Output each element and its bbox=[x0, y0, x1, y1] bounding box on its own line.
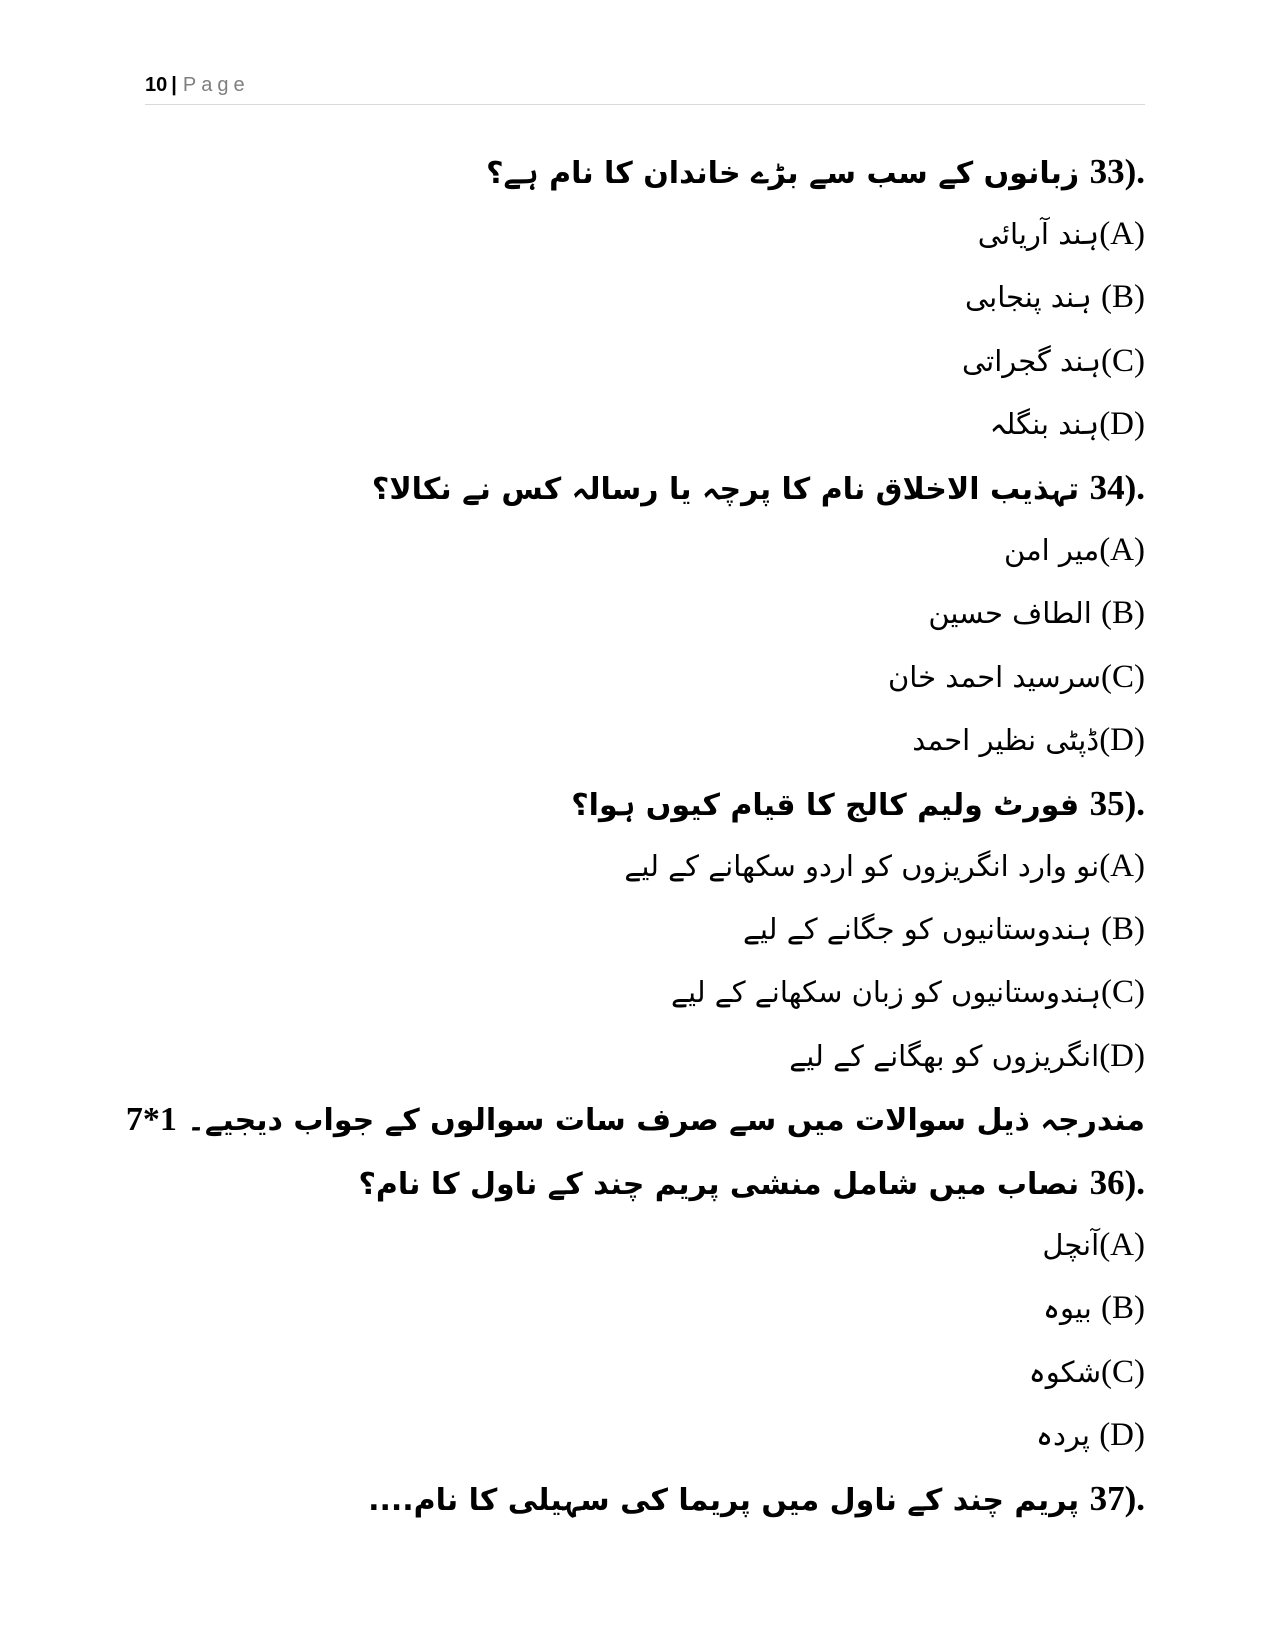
question-number: 35). bbox=[1089, 783, 1145, 823]
option-text: ہندوستانیوں کو جگانے کے لیے bbox=[742, 912, 1092, 947]
question-33 bbox=[125, 140, 1145, 203]
page-number: 10 bbox=[145, 74, 168, 96]
option-text: شکوہ bbox=[1028, 1354, 1101, 1389]
option-letter: (B) bbox=[1101, 279, 1145, 316]
instruction-text: مندرجہ ذیل سوالات میں سے صرف سات سوالوں کے جواب دیجیے۔ bbox=[187, 1102, 1145, 1138]
option-c bbox=[125, 330, 1145, 393]
option-letter: (A) bbox=[1099, 1227, 1145, 1264]
option-a bbox=[125, 519, 1145, 582]
option-b bbox=[125, 898, 1145, 961]
option-letter: (D) bbox=[1099, 721, 1145, 758]
option-letter: (C) bbox=[1101, 342, 1145, 379]
option-a bbox=[125, 835, 1145, 898]
option-text: پردہ bbox=[1035, 1417, 1090, 1452]
question-37 bbox=[125, 1467, 1145, 1530]
option-text: ڈپٹی نظیر احمد bbox=[912, 722, 1100, 757]
option-letter: (B) bbox=[1101, 1290, 1145, 1327]
option-d bbox=[125, 393, 1145, 456]
option-letter: (A) bbox=[1099, 532, 1145, 569]
option-text: ہند بنگلہ bbox=[989, 406, 1100, 441]
option-letter: (D) bbox=[1099, 405, 1145, 442]
question-text: فورٹ ولیم کالج کا قیام کیوں ہوا؟ bbox=[571, 787, 1080, 823]
page-header bbox=[145, 74, 1145, 105]
option-text: ہندوستانیوں کو زبان سکھانے کے لیے bbox=[670, 975, 1101, 1010]
option-letter: (C) bbox=[1101, 1353, 1145, 1390]
option-d bbox=[125, 709, 1145, 772]
option-text: ہند پنجابی bbox=[964, 280, 1092, 315]
option-a bbox=[125, 203, 1145, 266]
option-c bbox=[125, 1341, 1145, 1404]
page-label: Page bbox=[182, 74, 250, 96]
option-a bbox=[125, 1214, 1145, 1277]
option-d bbox=[125, 1404, 1145, 1467]
option-text: ہند آریائی bbox=[977, 217, 1100, 252]
option-d bbox=[125, 1025, 1145, 1088]
question-36 bbox=[125, 1151, 1145, 1214]
option-text: الطاف حسین bbox=[928, 596, 1092, 631]
option-letter: (D) bbox=[1099, 1037, 1145, 1074]
option-c bbox=[125, 961, 1145, 1024]
question-35 bbox=[125, 772, 1145, 835]
section-instruction bbox=[125, 1088, 1145, 1151]
option-text: انگریزوں کو بھگانے کے لیے bbox=[789, 1038, 1100, 1073]
option-b bbox=[125, 266, 1145, 329]
option-letter: (C) bbox=[1101, 658, 1145, 695]
question-number: 36). bbox=[1089, 1163, 1145, 1202]
header-separator: | bbox=[171, 74, 177, 96]
option-b bbox=[125, 582, 1145, 645]
option-letter: (C) bbox=[1101, 974, 1145, 1011]
question-list bbox=[125, 140, 1145, 1530]
question-number: 37). bbox=[1089, 1478, 1145, 1518]
question-number: 34). bbox=[1089, 467, 1145, 507]
option-letter: (A) bbox=[1099, 216, 1145, 253]
option-c bbox=[125, 646, 1145, 709]
option-text: بیوہ bbox=[1042, 1291, 1092, 1326]
question-34 bbox=[125, 456, 1145, 519]
question-number: 33). bbox=[1089, 152, 1145, 191]
option-b bbox=[125, 1277, 1145, 1340]
option-letter: (B) bbox=[1101, 595, 1145, 632]
question-text: پریم چند کے ناول میں پریما کی سہیلی کا نام.... bbox=[368, 1482, 1080, 1518]
option-letter: (A) bbox=[1099, 848, 1145, 885]
option-text: ہند گجراتی bbox=[961, 343, 1101, 378]
question-text: نصاب میں شامل منشی پریم چند کے ناول کا نام؟ bbox=[358, 1167, 1080, 1202]
option-text: سرسید احمد خان bbox=[887, 659, 1101, 694]
option-text: میر امن bbox=[1004, 533, 1100, 568]
option-text: آنچل bbox=[1042, 1228, 1100, 1263]
option-text: نو وارد انگریزوں کو اردو سکھانے کے لیے bbox=[624, 849, 1100, 884]
question-text: تہذیب الاخلاق نام کا پرچہ یا رسالہ کس نے نکالا؟ bbox=[371, 471, 1080, 507]
option-letter: (B) bbox=[1101, 911, 1145, 948]
question-text: زبانوں کے سب سے بڑے خاندان کا نام ہے؟ bbox=[486, 156, 1080, 191]
marks-label: 7*1 bbox=[125, 1100, 177, 1138]
option-letter: (D) bbox=[1099, 1416, 1145, 1453]
